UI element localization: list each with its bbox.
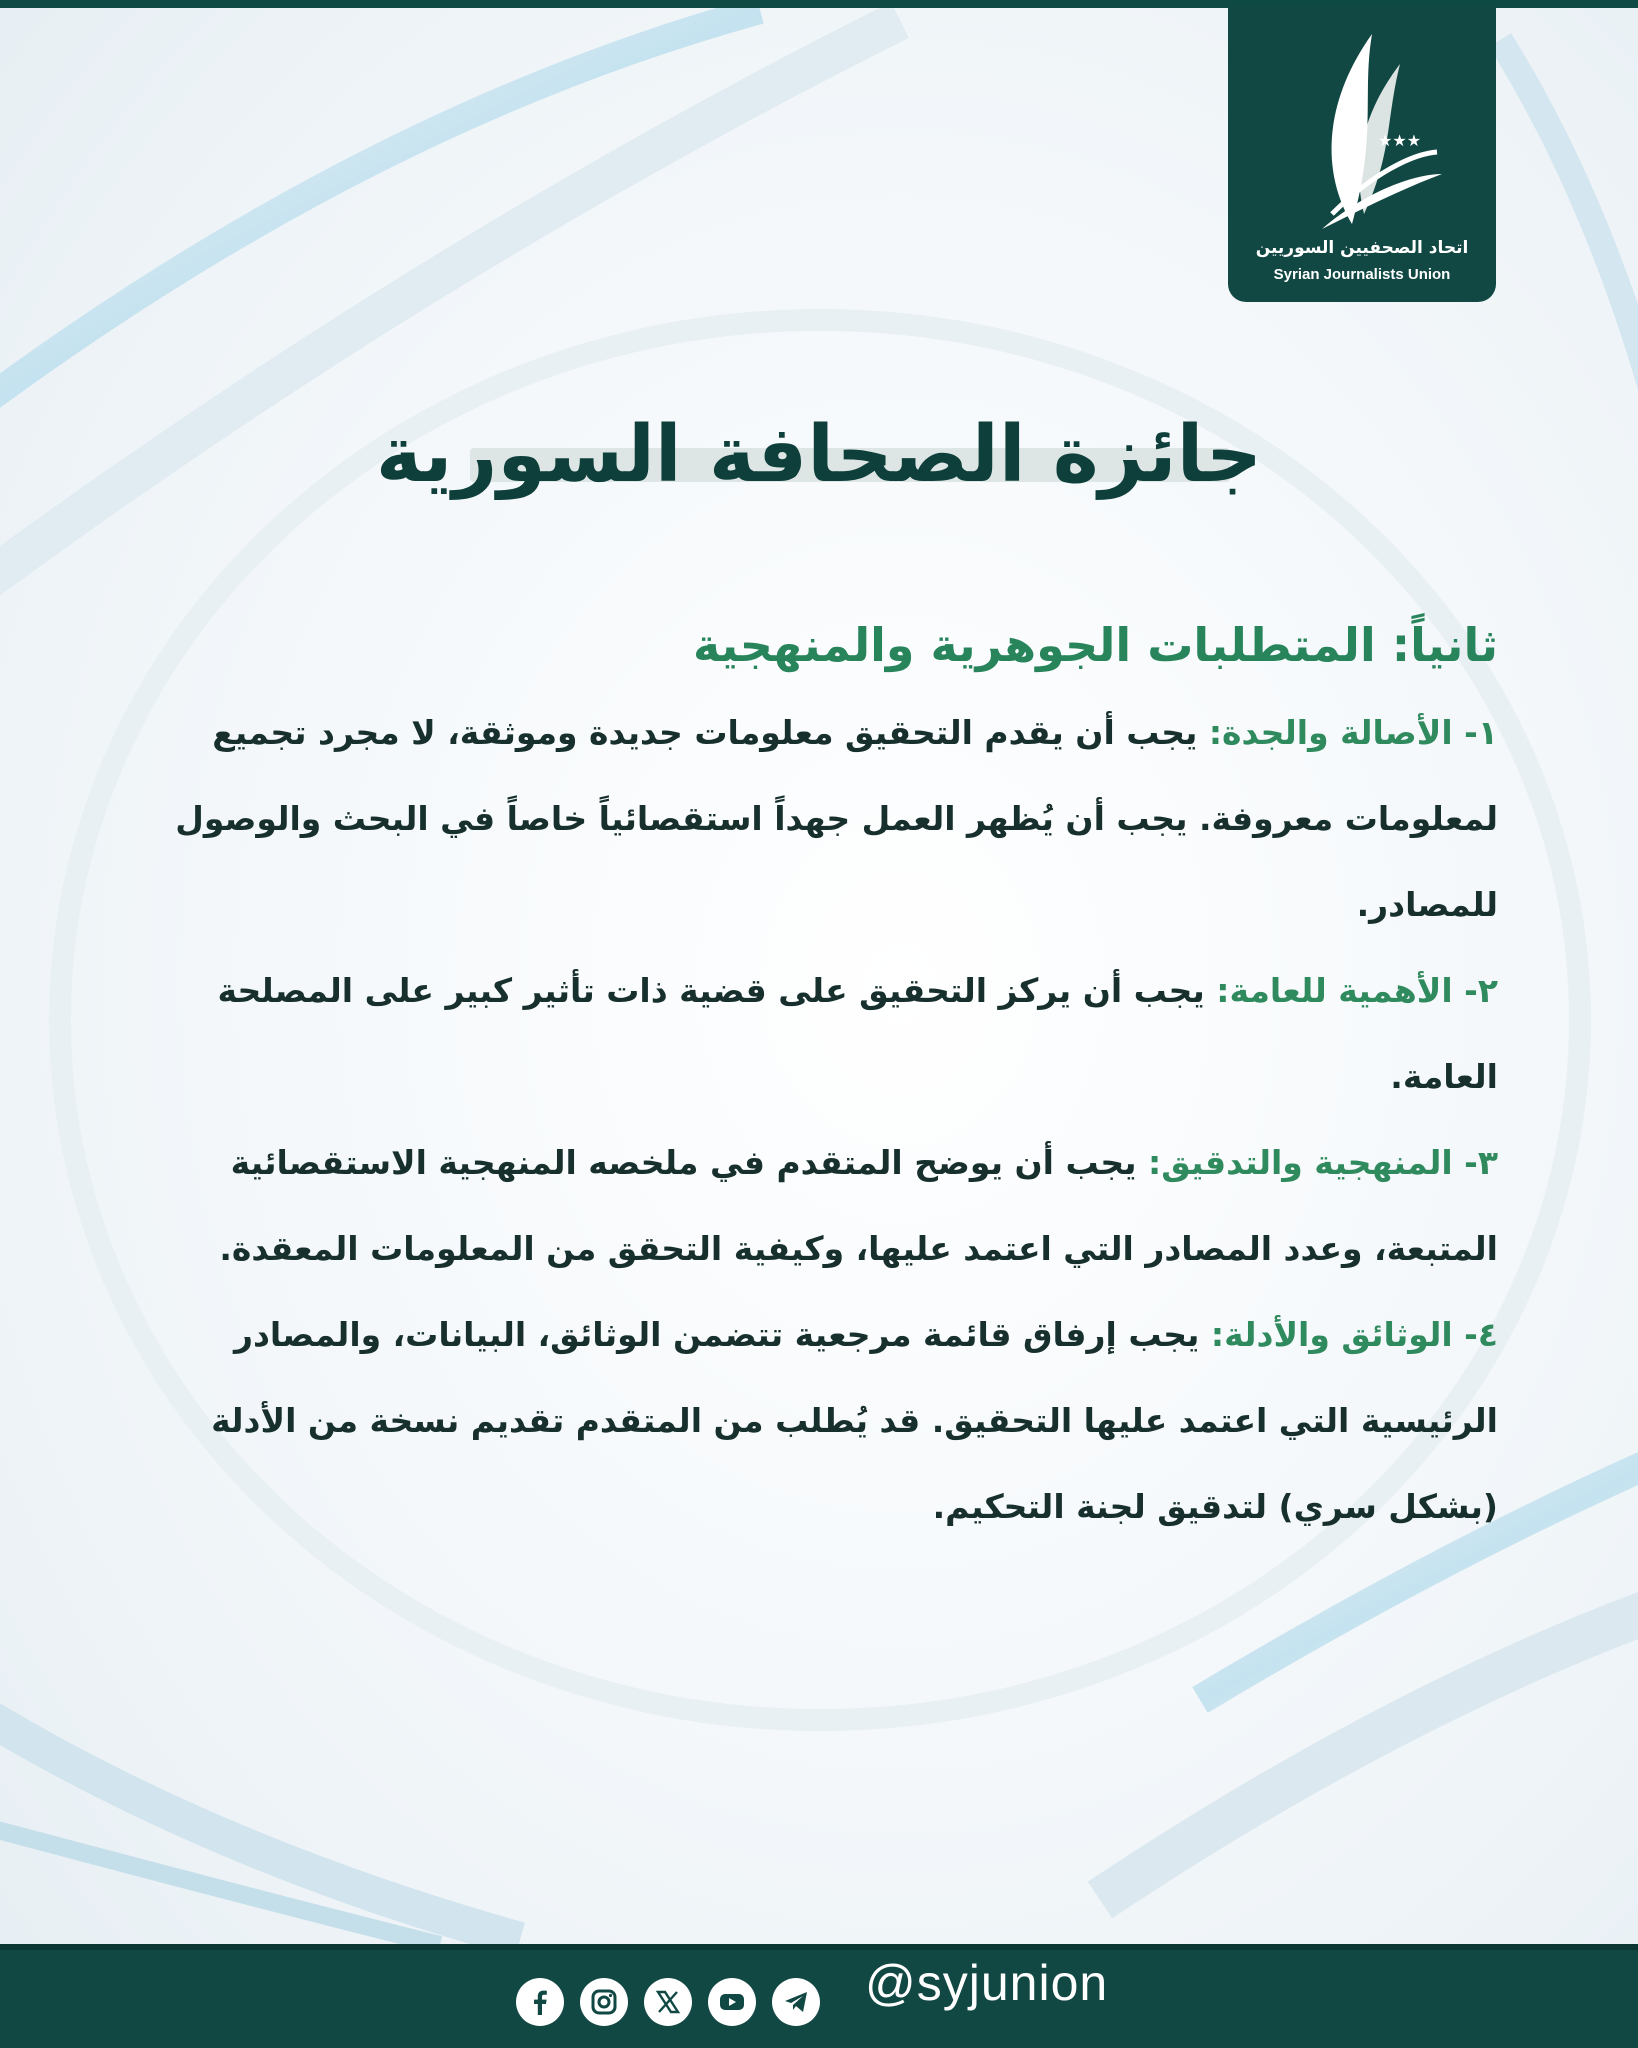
- facebook-icon[interactable]: [516, 1978, 564, 2026]
- requirement-item-2: [150, 948, 1498, 1120]
- requirement-3-body: يجب أن يوضح المتقدم في ملخصه المنهجية الاستقصائية المتبعة، وعدد المصادر التي اعتمد عليها، وكيفية التحقق من المعلومات المعقدة.: [219, 1143, 1498, 1268]
- youtube-icon[interactable]: [708, 1978, 756, 2026]
- requirement-4-body: يجب إرفاق قائمة مرجعية تتضمن الوثائق، البيانات، والمصادر الرئيسية التي اعتمد عليها التحقيق. قد يُطلب من المتقدم تقديم نسخة من الأدلة (بشكل سري) لتدقيق لجنة التحكيم.: [211, 1315, 1498, 1526]
- requirement-4-lead: ٤- الوثائق والأدلة:: [1210, 1315, 1498, 1354]
- section-heading: ثانياً: المتطلبات الجوهرية والمنهجية: [693, 618, 1498, 672]
- requirement-item-1: [150, 690, 1498, 948]
- x-icon[interactable]: [644, 1978, 692, 2026]
- logo-badge: [1228, 6, 1496, 302]
- requirements-section: [150, 608, 1498, 1550]
- svg-text:★★★: ★★★: [1378, 131, 1422, 150]
- requirement-2-lead: ٢- الأهمية للعامة:: [1216, 971, 1498, 1010]
- requirement-1-lead: ١- الأصالة والجدة:: [1208, 713, 1498, 752]
- requirement-2-body: يجب أن يركز التحقيق على قضية ذات تأثير كبير على المصلحة العامة.: [217, 971, 1498, 1096]
- requirement-1-body: يجب أن يقدم التحقيق معلومات جديدة وموثقة، لا مجرد تجميع لمعلومات معروفة. يجب أن يُظهر العمل جهداً استقصائياً خاصاً في البحث والوصول للمصادر.: [175, 713, 1498, 924]
- social-handle[interactable]: @syjunion: [865, 1955, 1109, 2011]
- telegram-icon[interactable]: [772, 1978, 820, 2026]
- instagram-icon[interactable]: [580, 1978, 628, 2026]
- requirement-item-4: [150, 1292, 1498, 1550]
- quill-logo-icon: [1282, 24, 1442, 234]
- title-block: [0, 400, 1638, 510]
- requirement-item-3: [150, 1120, 1498, 1292]
- logo-english-name: Syrian Journalists Union: [1273, 266, 1451, 283]
- page-title: جائزة الصحافة السورية: [375, 410, 1263, 500]
- requirement-3-lead: ٣- المنهجية والتدقيق:: [1148, 1143, 1498, 1182]
- logo-arabic-name: اتحاد الصحفيين السوريين: [1255, 238, 1469, 258]
